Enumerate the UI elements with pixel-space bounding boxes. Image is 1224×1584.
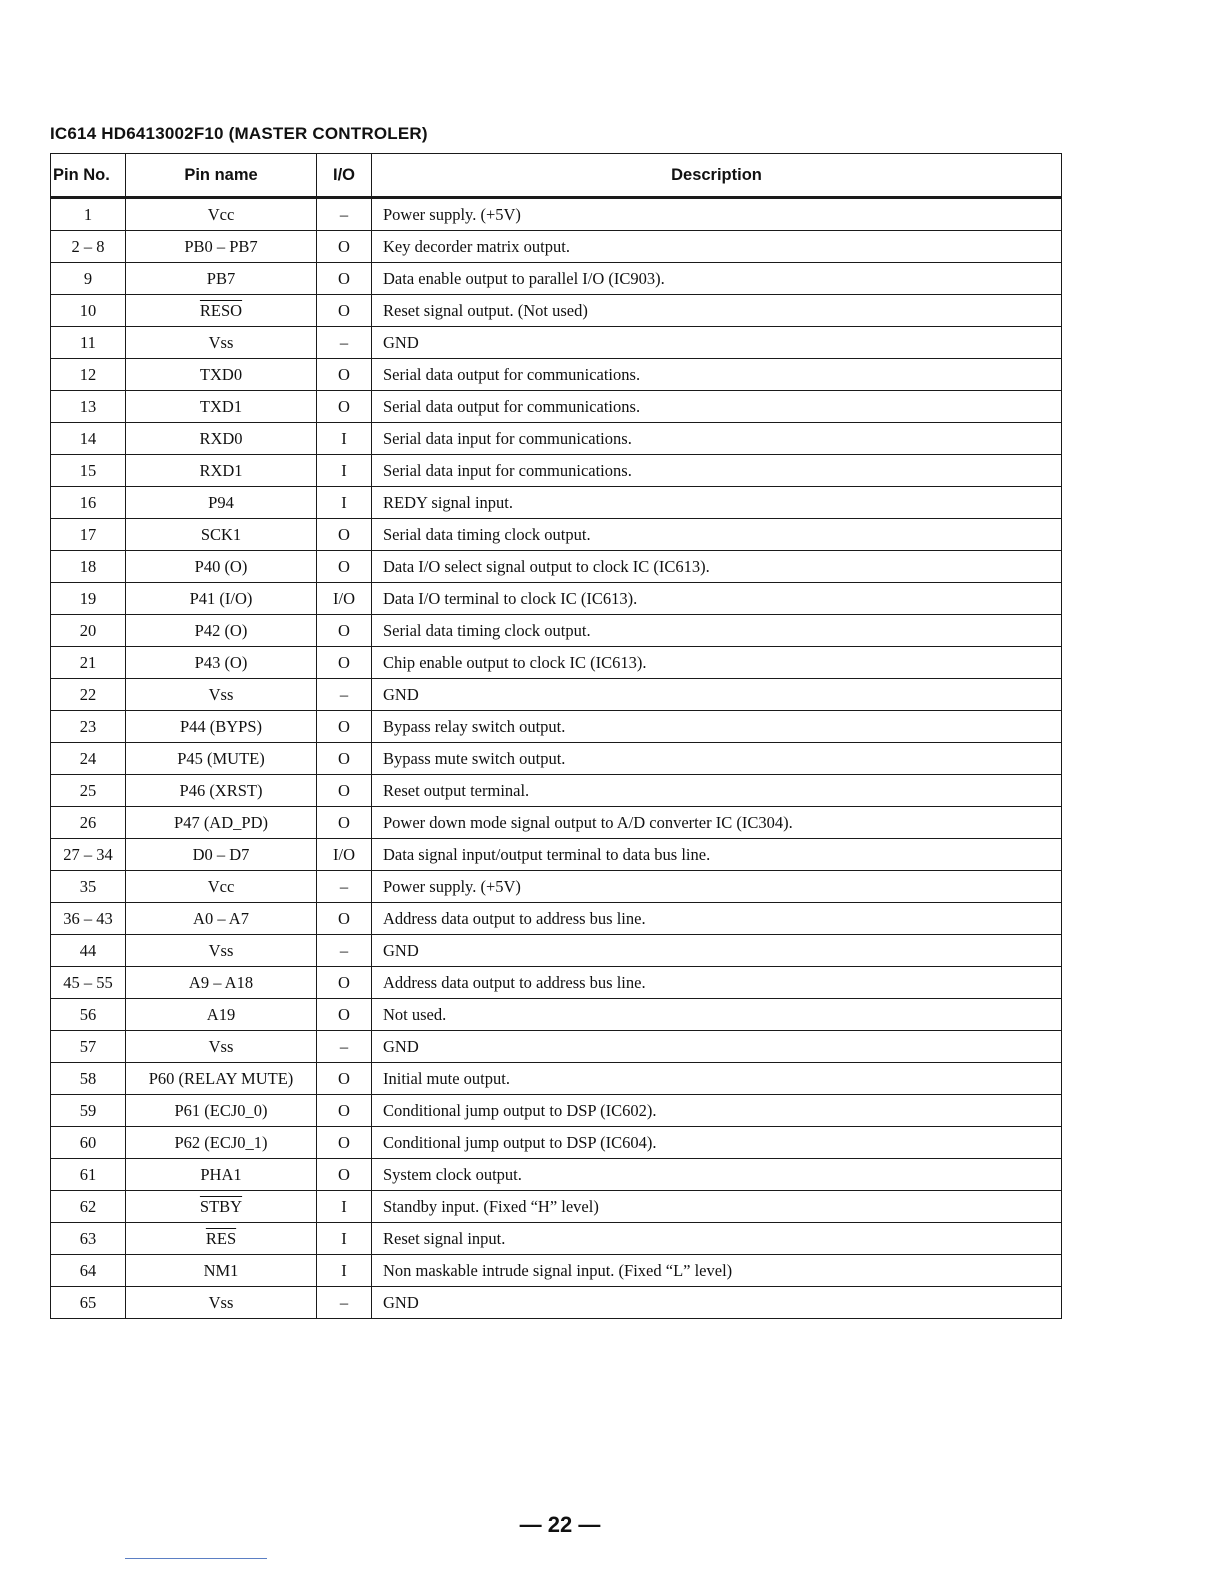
description-cell: GND bbox=[372, 327, 1062, 359]
table-row bbox=[51, 1287, 1062, 1319]
io-cell: O bbox=[317, 1063, 372, 1095]
table-row bbox=[51, 455, 1062, 487]
description-cell: Data I/O terminal to clock IC (IC613). bbox=[372, 583, 1062, 615]
header-pin-no: Pin No. bbox=[51, 154, 126, 198]
table-row bbox=[51, 743, 1062, 775]
active-low-pin-name: RESO bbox=[199, 300, 243, 320]
table-row bbox=[51, 487, 1062, 519]
pin-name-cell: PB0 – PB7 bbox=[126, 231, 317, 263]
pin-number-cell: 16 bbox=[51, 487, 126, 519]
io-cell: – bbox=[317, 871, 372, 903]
io-cell: O bbox=[317, 743, 372, 775]
io-cell: O bbox=[317, 903, 372, 935]
pin-number-cell: 59 bbox=[51, 1095, 126, 1127]
pin-name-cell: A19 bbox=[126, 999, 317, 1031]
pin-name-cell: PHA1 bbox=[126, 1159, 317, 1191]
page-number: — 22 — bbox=[519, 1512, 601, 1537]
pin-number-cell: 19 bbox=[51, 583, 126, 615]
pin-number-cell: 21 bbox=[51, 647, 126, 679]
description-cell: Reset signal input. bbox=[372, 1223, 1062, 1255]
pin-name-cell: SCK1 bbox=[126, 519, 317, 551]
pin-number-cell: 61 bbox=[51, 1159, 126, 1191]
description-cell: Data enable output to parallel I/O (IC903). bbox=[372, 263, 1062, 295]
description-cell: Power supply. (+5V) bbox=[372, 198, 1062, 231]
active-low-pin-name: STBY bbox=[199, 1196, 243, 1216]
table-row bbox=[51, 1191, 1062, 1223]
table-row bbox=[51, 999, 1062, 1031]
description-cell: Not used. bbox=[372, 999, 1062, 1031]
table-row bbox=[51, 615, 1062, 647]
table-row bbox=[51, 263, 1062, 295]
io-cell: O bbox=[317, 295, 372, 327]
pin-number-cell: 26 bbox=[51, 807, 126, 839]
description-cell: Bypass mute switch output. bbox=[372, 743, 1062, 775]
io-cell: O bbox=[317, 967, 372, 999]
pin-name-cell: Vss bbox=[126, 327, 317, 359]
pin-number-cell: 64 bbox=[51, 1255, 126, 1287]
pin-number-cell: 14 bbox=[51, 423, 126, 455]
table-row bbox=[51, 359, 1062, 391]
description-cell: GND bbox=[372, 1287, 1062, 1319]
table-row bbox=[51, 519, 1062, 551]
pin-number-cell: 62 bbox=[51, 1191, 126, 1223]
io-cell: – bbox=[317, 679, 372, 711]
pin-name-cell: P94 bbox=[126, 487, 317, 519]
io-cell: O bbox=[317, 711, 372, 743]
io-cell: – bbox=[317, 198, 372, 231]
pin-name-cell: P46 (XRST) bbox=[126, 775, 317, 807]
pin-number-cell: 13 bbox=[51, 391, 126, 423]
description-cell: GND bbox=[372, 935, 1062, 967]
io-cell: O bbox=[317, 359, 372, 391]
table-row bbox=[51, 903, 1062, 935]
table-row bbox=[51, 198, 1062, 231]
pin-name-cell bbox=[126, 1223, 317, 1255]
header-pin-name: Pin name bbox=[126, 154, 317, 198]
description-cell: Standby input. (Fixed “H” level) bbox=[372, 1191, 1062, 1223]
description-cell: Data I/O select signal output to clock IC (IC613). bbox=[372, 551, 1062, 583]
io-cell: I bbox=[317, 455, 372, 487]
table-header-row bbox=[51, 154, 1062, 198]
table-row bbox=[51, 967, 1062, 999]
description-cell: Reset signal output. (Not used) bbox=[372, 295, 1062, 327]
io-cell: I bbox=[317, 1255, 372, 1287]
pin-description-table bbox=[50, 153, 1062, 1319]
pin-number-cell: 18 bbox=[51, 551, 126, 583]
table-row bbox=[51, 551, 1062, 583]
io-cell: O bbox=[317, 1095, 372, 1127]
table-row bbox=[51, 391, 1062, 423]
pin-number-cell: 27 – 34 bbox=[51, 839, 126, 871]
pin-name-cell: TXD1 bbox=[126, 391, 317, 423]
table-row bbox=[51, 1159, 1062, 1191]
table-row bbox=[51, 1031, 1062, 1063]
io-cell: I bbox=[317, 1191, 372, 1223]
description-cell: Non maskable intrude signal input. (Fixed “L” level) bbox=[372, 1255, 1062, 1287]
table-row bbox=[51, 935, 1062, 967]
description-cell: Address data output to address bus line. bbox=[372, 903, 1062, 935]
io-cell: O bbox=[317, 519, 372, 551]
pin-name-cell: P40 (O) bbox=[126, 551, 317, 583]
description-cell: Chip enable output to clock IC (IC613). bbox=[372, 647, 1062, 679]
pin-number-cell: 11 bbox=[51, 327, 126, 359]
io-cell: I bbox=[317, 487, 372, 519]
description-cell: Serial data timing clock output. bbox=[372, 519, 1062, 551]
table-row bbox=[51, 775, 1062, 807]
description-cell: Power supply. (+5V) bbox=[372, 871, 1062, 903]
table-row bbox=[51, 1095, 1062, 1127]
table-row bbox=[51, 647, 1062, 679]
description-cell: System clock output. bbox=[372, 1159, 1062, 1191]
section-title: IC614 HD6413002F10 (MASTER CONTROLER) bbox=[50, 124, 428, 143]
io-cell: – bbox=[317, 327, 372, 359]
pin-name-cell: TXD0 bbox=[126, 359, 317, 391]
description-cell: Power down mode signal output to A/D converter IC (IC304). bbox=[372, 807, 1062, 839]
pin-name-cell: Vcc bbox=[126, 871, 317, 903]
table-row bbox=[51, 807, 1062, 839]
pin-number-cell: 25 bbox=[51, 775, 126, 807]
pin-name-cell: Vss bbox=[126, 1287, 317, 1319]
pin-number-cell: 12 bbox=[51, 359, 126, 391]
io-cell: I bbox=[317, 1223, 372, 1255]
pin-name-cell: P43 (O) bbox=[126, 647, 317, 679]
table-row bbox=[51, 423, 1062, 455]
table-row bbox=[51, 327, 1062, 359]
io-cell: – bbox=[317, 1287, 372, 1319]
description-cell: REDY signal input. bbox=[372, 487, 1062, 519]
description-cell: Bypass relay switch output. bbox=[372, 711, 1062, 743]
pin-name-cell: D0 – D7 bbox=[126, 839, 317, 871]
description-cell: GND bbox=[372, 679, 1062, 711]
pin-number-cell: 9 bbox=[51, 263, 126, 295]
header-io: I/O bbox=[317, 154, 372, 198]
io-cell: O bbox=[317, 551, 372, 583]
header-description: Description bbox=[372, 154, 1062, 198]
description-cell: GND bbox=[372, 1031, 1062, 1063]
table-row bbox=[51, 679, 1062, 711]
pin-name-cell: P62 (ECJ0_1) bbox=[126, 1127, 317, 1159]
active-low-pin-name: $\overline{RES}$ bbox=[205, 1228, 237, 1248]
io-cell: O bbox=[317, 1159, 372, 1191]
table-row bbox=[51, 871, 1062, 903]
description-cell: Serial data timing clock output. bbox=[372, 615, 1062, 647]
pin-number-cell: 65 bbox=[51, 1287, 126, 1319]
description-cell: Data signal input/output terminal to data bus line. bbox=[372, 839, 1062, 871]
pin-name-cell bbox=[126, 295, 317, 327]
table-row bbox=[51, 1127, 1062, 1159]
io-cell: I/O bbox=[317, 583, 372, 615]
description-cell: Key decorder matrix output. bbox=[372, 231, 1062, 263]
pin-name-cell: A9 – A18 bbox=[126, 967, 317, 999]
pin-name-cell: PB7 bbox=[126, 263, 317, 295]
pin-number-cell: 60 bbox=[51, 1127, 126, 1159]
pin-number-cell: 15 bbox=[51, 455, 126, 487]
description-cell: Serial data input for communications. bbox=[372, 455, 1062, 487]
description-cell: Initial mute output. bbox=[372, 1063, 1062, 1095]
pin-number-cell: 24 bbox=[51, 743, 126, 775]
description-cell: Reset output terminal. bbox=[372, 775, 1062, 807]
pin-name-cell: Vcc bbox=[126, 198, 317, 231]
io-cell: – bbox=[317, 1031, 372, 1063]
pin-number-cell: 10 bbox=[51, 295, 126, 327]
table-row bbox=[51, 231, 1062, 263]
table-row bbox=[51, 1223, 1062, 1255]
pin-name-cell: Vss bbox=[126, 1031, 317, 1063]
pin-name-cell bbox=[126, 1191, 317, 1223]
table-row bbox=[51, 1063, 1062, 1095]
pin-number-cell: 36 – 43 bbox=[51, 903, 126, 935]
pin-name-cell: P44 (BYPS) bbox=[126, 711, 317, 743]
pin-number-cell: 56 bbox=[51, 999, 126, 1031]
description-cell: Serial data input for communications. bbox=[372, 423, 1062, 455]
io-cell: O bbox=[317, 807, 372, 839]
io-cell: O bbox=[317, 1127, 372, 1159]
pin-name-cell: Vss bbox=[126, 935, 317, 967]
pin-number-cell: 2 – 8 bbox=[51, 231, 126, 263]
pin-number-cell: 23 bbox=[51, 711, 126, 743]
pin-name-cell: P42 (O) bbox=[126, 615, 317, 647]
table-row bbox=[51, 1255, 1062, 1287]
io-cell: O bbox=[317, 263, 372, 295]
pin-number-cell: 17 bbox=[51, 519, 126, 551]
description-cell: Address data output to address bus line. bbox=[372, 967, 1062, 999]
io-cell: I/O bbox=[317, 839, 372, 871]
table-row bbox=[51, 711, 1062, 743]
description-cell: Serial data output for communications. bbox=[372, 359, 1062, 391]
table-row bbox=[51, 839, 1062, 871]
io-cell: O bbox=[317, 647, 372, 679]
pin-number-cell: 35 bbox=[51, 871, 126, 903]
pin-number-cell: 20 bbox=[51, 615, 126, 647]
io-cell: I bbox=[317, 423, 372, 455]
pin-number-cell: 44 bbox=[51, 935, 126, 967]
pin-name-cell: RXD0 bbox=[126, 423, 317, 455]
io-cell: O bbox=[317, 231, 372, 263]
io-cell: O bbox=[317, 999, 372, 1031]
table-body bbox=[51, 198, 1062, 1319]
pin-name-cell: P61 (ECJ0_0) bbox=[126, 1095, 317, 1127]
bottom-rule bbox=[125, 1558, 267, 1559]
pin-name-cell: P60 (RELAY MUTE) bbox=[126, 1063, 317, 1095]
table-row bbox=[51, 295, 1062, 327]
pin-name-cell: NM1 bbox=[126, 1255, 317, 1287]
io-cell: O bbox=[317, 615, 372, 647]
pin-number-cell: 45 – 55 bbox=[51, 967, 126, 999]
pin-name-cell: P47 (AD_PD) bbox=[126, 807, 317, 839]
pin-name-cell: P41 (I/O) bbox=[126, 583, 317, 615]
table-row bbox=[51, 583, 1062, 615]
io-cell: O bbox=[317, 391, 372, 423]
pin-number-cell: 1 bbox=[51, 198, 126, 231]
pin-name-cell: A0 – A7 bbox=[126, 903, 317, 935]
pin-number-cell: 22 bbox=[51, 679, 126, 711]
io-cell: – bbox=[317, 935, 372, 967]
description-cell: Conditional jump output to DSP (IC602). bbox=[372, 1095, 1062, 1127]
pin-name-cell: P45 (MUTE) bbox=[126, 743, 317, 775]
pin-number-cell: 57 bbox=[51, 1031, 126, 1063]
description-cell: Serial data output for communications. bbox=[372, 391, 1062, 423]
pin-name-cell: RXD1 bbox=[126, 455, 317, 487]
pin-number-cell: 63 bbox=[51, 1223, 126, 1255]
description-cell: Conditional jump output to DSP (IC604). bbox=[372, 1127, 1062, 1159]
pin-name-cell: Vss bbox=[126, 679, 317, 711]
io-cell: O bbox=[317, 775, 372, 807]
pin-number-cell: 58 bbox=[51, 1063, 126, 1095]
